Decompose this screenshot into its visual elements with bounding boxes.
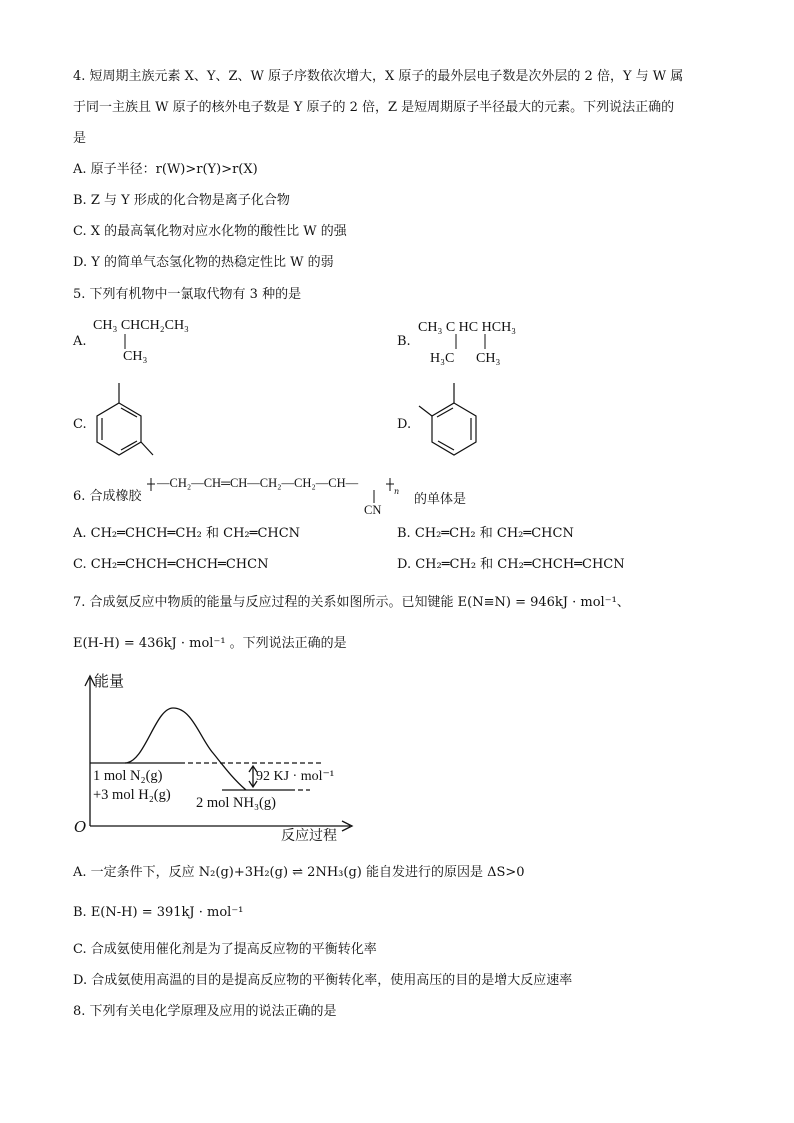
q7-stem-line1: 7. 合成氨反应中物质的能量与反应过程的关系如图所示。已知键能 E(N≡N) = 946kJ · mol⁻¹、 (73, 595, 630, 610)
q8-stem: 8. 下列有关电化学原理及应用的说法正确的是 (73, 1004, 337, 1019)
q7-x-label: 反应过程 (281, 828, 337, 844)
q7-reactants-line2: +3 mol H₂(g) (93, 787, 171, 803)
q6-stem-suffix: 的单体是 (414, 492, 467, 507)
q6-stem-prefix: 6. 合成橡胶 (73, 489, 142, 504)
q7-option-d: D. 合成氨使用高温的目的是提高反应物的平衡转化率，使用高压的目的是增大反应速率 (73, 973, 573, 988)
q5-label-d: D. (397, 417, 412, 432)
q4-option-c: C. X 的最高氧化物对应水化物的酸性比 W 的强 (73, 224, 347, 239)
q5-label-a: A. (73, 334, 87, 349)
q5-c-structure (90, 378, 160, 470)
q6-polymer-chain: —CH₂—CH═CH—CH₂—CH₂—CH— (157, 476, 359, 490)
q5-label-b: B. (397, 334, 411, 349)
q4-option-a: A. 原子半径：r(W)>r(Y)>r(X) (73, 162, 258, 177)
q4-stem-line3: 是 (73, 131, 87, 146)
q6-left-bracket (145, 475, 157, 495)
q5-stem: 5. 下列有机物中一氯取代物有 3 种的是 (73, 287, 302, 302)
q7-origin: O (74, 818, 87, 836)
q5-a-branch: CH₃ (123, 349, 148, 364)
q5-label-c: C. (73, 417, 87, 432)
q7-stem-line2: E(H-H) = 436kJ · mol⁻¹ 。下列说法正确的是 (73, 636, 347, 651)
q7-reactants-line1: 1 mol N₂(g) (93, 768, 163, 784)
q5-a-bond (120, 334, 130, 350)
q7-option-a: A. 一定条件下，反应 N₂(g)+3H₂(g) ⇌ 2NH₃(g) 能自发进行的原因是 ΔS>0 (73, 865, 525, 880)
q5-b-bonds (452, 334, 492, 350)
q4-stem-line1: 4. 短周期主族元素 X、Y、Z、W 原子序数依次增大，X 原子的最外层电子数是次外层的 2 倍，Y 与 W 属 (73, 69, 684, 84)
q4-stem-line2: 于同一主族且 W 原子的核外电子数是 Y 原子的 2 倍，Z 是短周期原子半径最大的元素。下列说法正确的 (73, 100, 675, 115)
q6-option-a: A. CH₂═CHCH═CH₂ 和 CH₂═CHCN (73, 526, 301, 541)
q7-y-label: 能量 (94, 672, 125, 690)
q6-polymer-substituent: CN (364, 503, 382, 517)
q5-b-formula: CH₃ C HC HCH₃ (418, 320, 517, 335)
q6-cn-bond (370, 490, 378, 504)
q4-option-d: D. Y 的简单气态氢化物的热稳定性比 W 的弱 (73, 255, 334, 270)
q7-option-b: B. E(N-H) = 391kJ · mol⁻¹ (73, 905, 244, 920)
q4-option-b: B. Z 与 Y 形成的化合物是离子化合物 (73, 193, 290, 208)
q7-products: 2 mol NH₃(g) (196, 795, 276, 811)
q6-option-c: C. CH₂═CHCH═CHCH═CHCN (73, 557, 269, 572)
q5-b-branch1: H₃C (430, 351, 455, 366)
q6-option-b: B. CH₂═CH₂ 和 CH₂═CHCN (397, 526, 574, 541)
q7-energy-diagram (70, 668, 360, 846)
q7-delta-value: 92 KJ · mol⁻¹ (256, 769, 335, 784)
q7-option-c: C. 合成氨使用催化剂是为了提高反应物的平衡转化率 (73, 942, 377, 957)
q5-d-structure (414, 378, 484, 470)
q6-polymer-n: n (394, 487, 400, 496)
q5-a-formula: CH₃ CHCH₂CH₃ (93, 318, 189, 333)
q5-b-branch2: CH₃ (476, 351, 501, 366)
q6-option-d: D. CH₂═CH₂ 和 CH₂═CHCH═CHCN (397, 557, 625, 572)
